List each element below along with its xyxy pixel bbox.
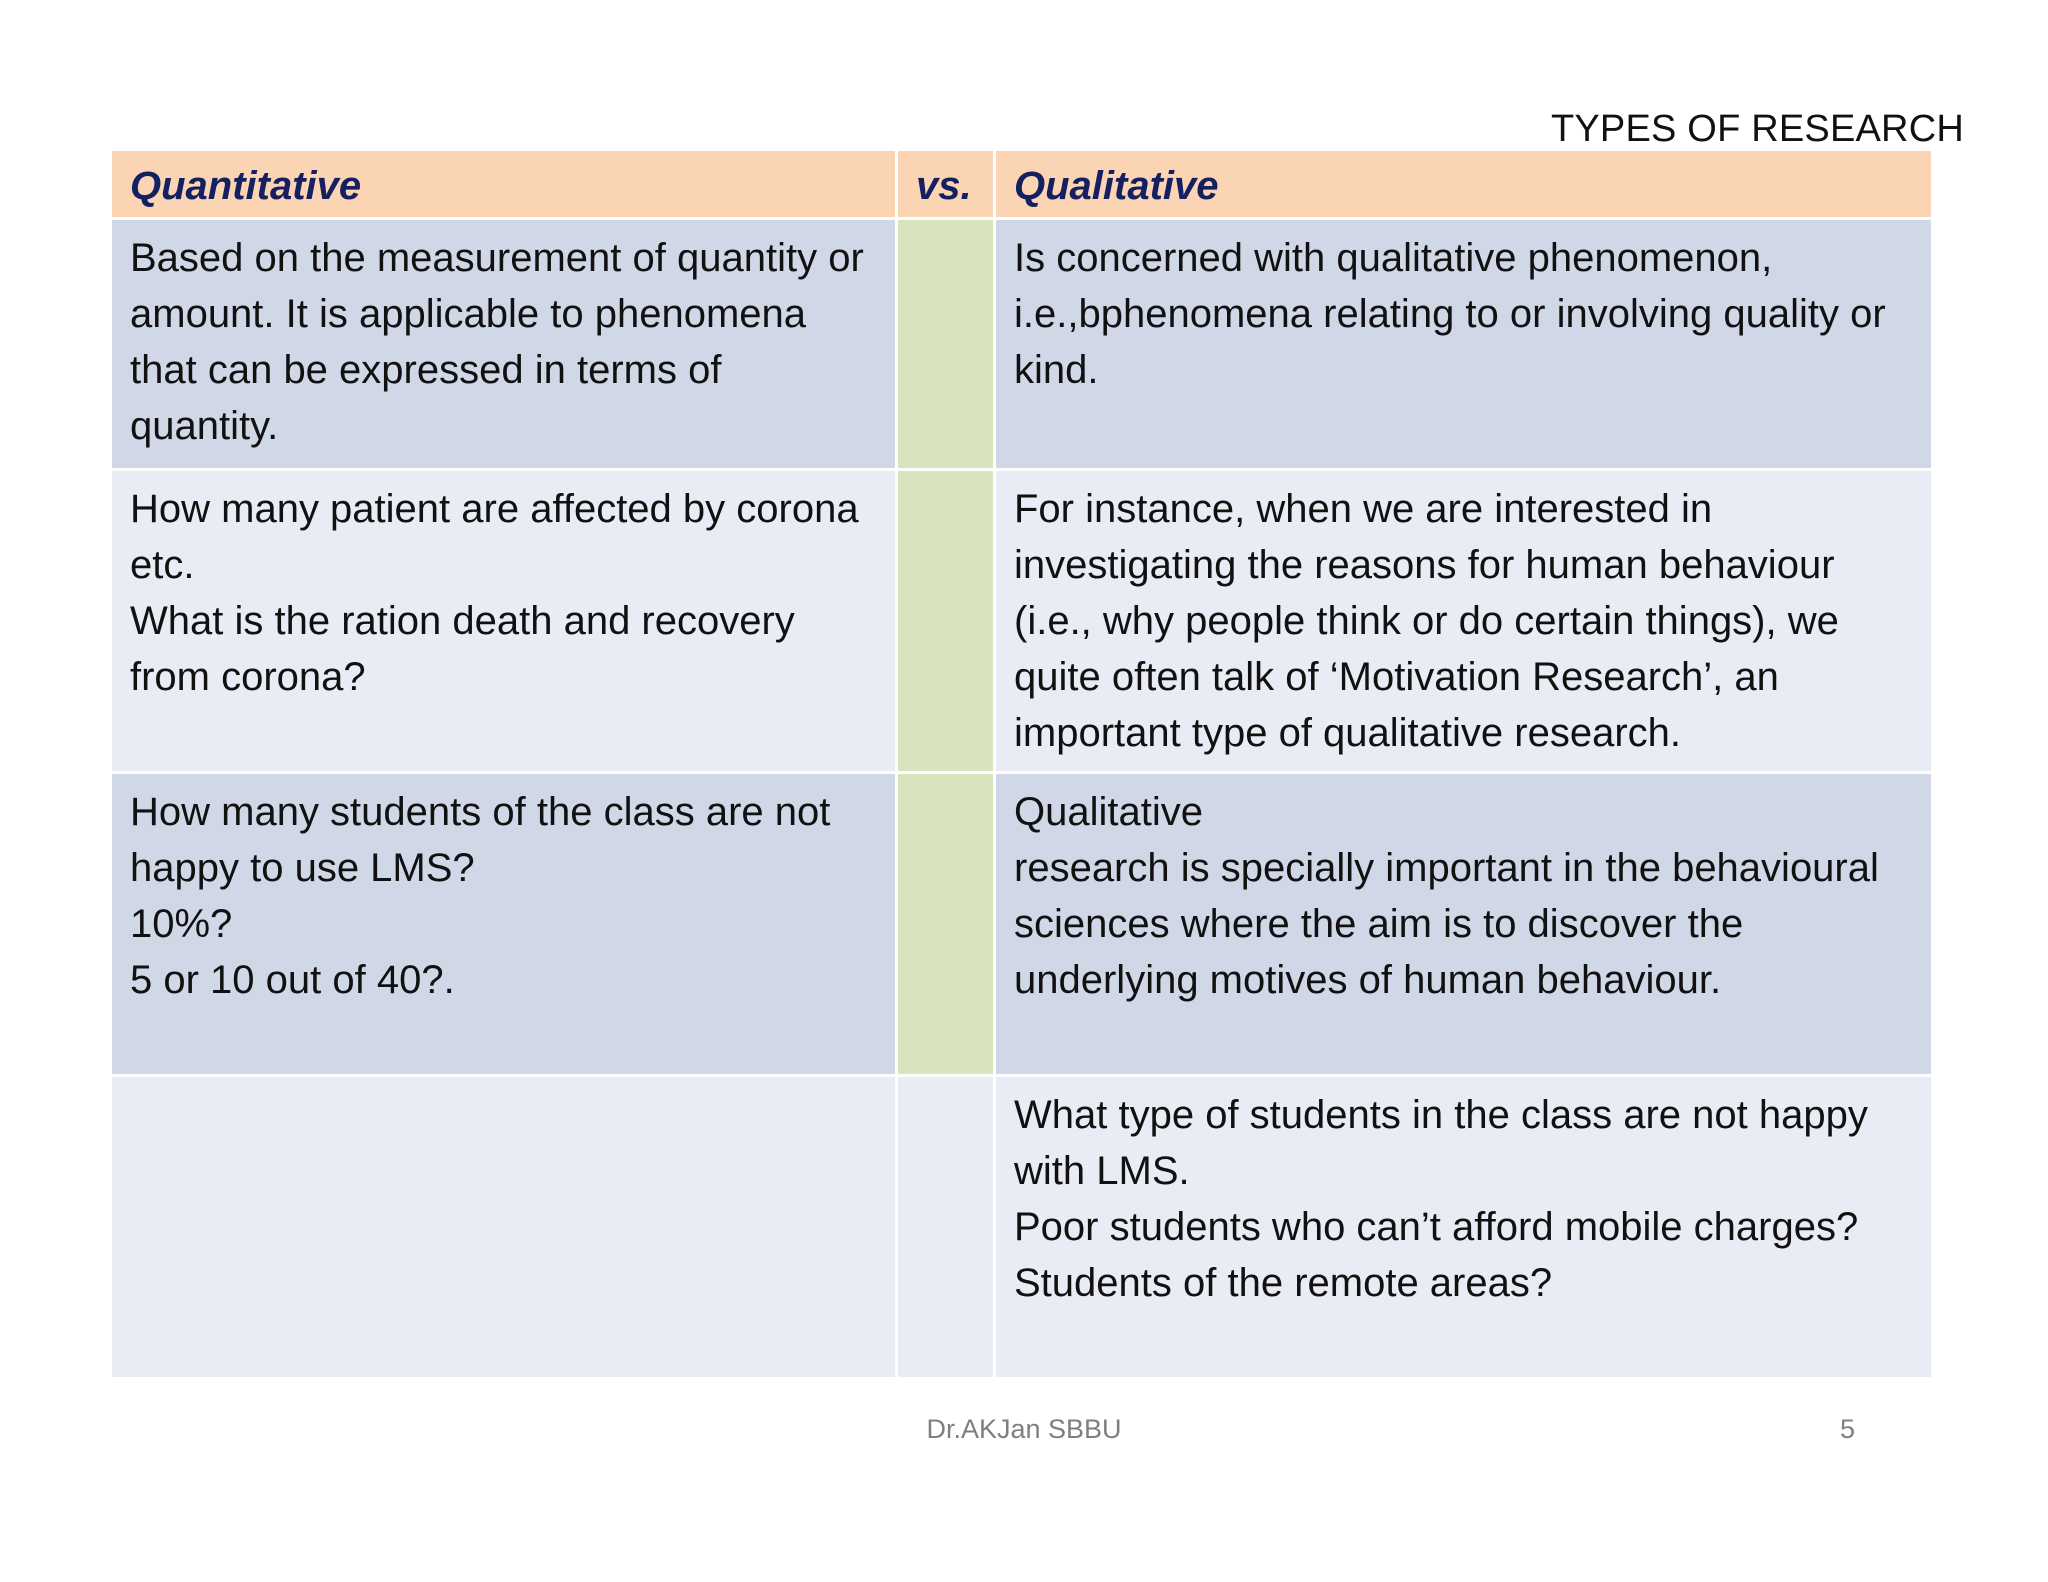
vs-cell (897, 1076, 995, 1379)
quantitative-cell (111, 1076, 897, 1379)
table-row (111, 773, 1933, 1076)
table-header-row (111, 150, 1933, 219)
cell-text: 5 or 10 out of 40?. (130, 958, 455, 1002)
cell-text: Based on the measurement of quantity or amount. It is applicable to phenomena that can be expressed in terms of quantity. (130, 236, 864, 448)
table-row (111, 219, 1933, 470)
table-row (111, 470, 1933, 773)
qualitative-cell (995, 773, 1933, 1076)
cell-text: Is concerned with qualitative phenomenon, i.e.,bphenomena relating to or involving quality or kind. (1014, 236, 1886, 392)
slide-title: TYPES OF RESEARCH (1550, 108, 1964, 150)
cell-text: Students of the remote areas? (1014, 1261, 1553, 1305)
qualitative-cell (995, 219, 1933, 470)
header-vs: vs. (897, 150, 995, 219)
page-number: 5 (1839, 1414, 1855, 1444)
vs-cell (897, 773, 995, 1076)
cell-text: Qualitative (1014, 790, 1203, 834)
cell-text: What type of students in the class are not happy with LMS. (1014, 1093, 1868, 1193)
quantitative-cell (111, 470, 897, 773)
cell-text: How many patient are affected by corona etc. (130, 487, 859, 587)
footer-author: Dr.AKJan SBBU (926, 1414, 1122, 1444)
cell-text: For instance, when we are interested in investigating the reasons for human behaviour (i.e., why people think or do certain things), we quite often talk of ‘Motivation Research’, an important type of qualitative research. (1014, 487, 1839, 755)
vs-cell (897, 219, 995, 470)
quantitative-cell (111, 773, 897, 1076)
comparison-table (109, 148, 1934, 1380)
cell-text: Poor students who can’t afford mobile charges? (1014, 1205, 1859, 1249)
cell-text: underlying motives of human behaviour. (1014, 958, 1722, 1002)
cell-text: research is specially important in the behavioural sciences where the aim is to discover the (1014, 846, 1879, 946)
qualitative-cell (995, 1076, 1933, 1379)
quantitative-cell (111, 219, 897, 470)
cell-text: 10%? (130, 902, 233, 946)
cell-text: What is the ration death and recovery from corona? (130, 599, 795, 699)
header-quantitative: Quantitative (111, 150, 897, 219)
vs-cell (897, 470, 995, 773)
header-qualitative: Qualitative (995, 150, 1933, 219)
qualitative-cell (995, 470, 1933, 773)
table-row (111, 1076, 1933, 1379)
cell-text: How many students of the class are not happy to use LMS? (130, 790, 831, 890)
